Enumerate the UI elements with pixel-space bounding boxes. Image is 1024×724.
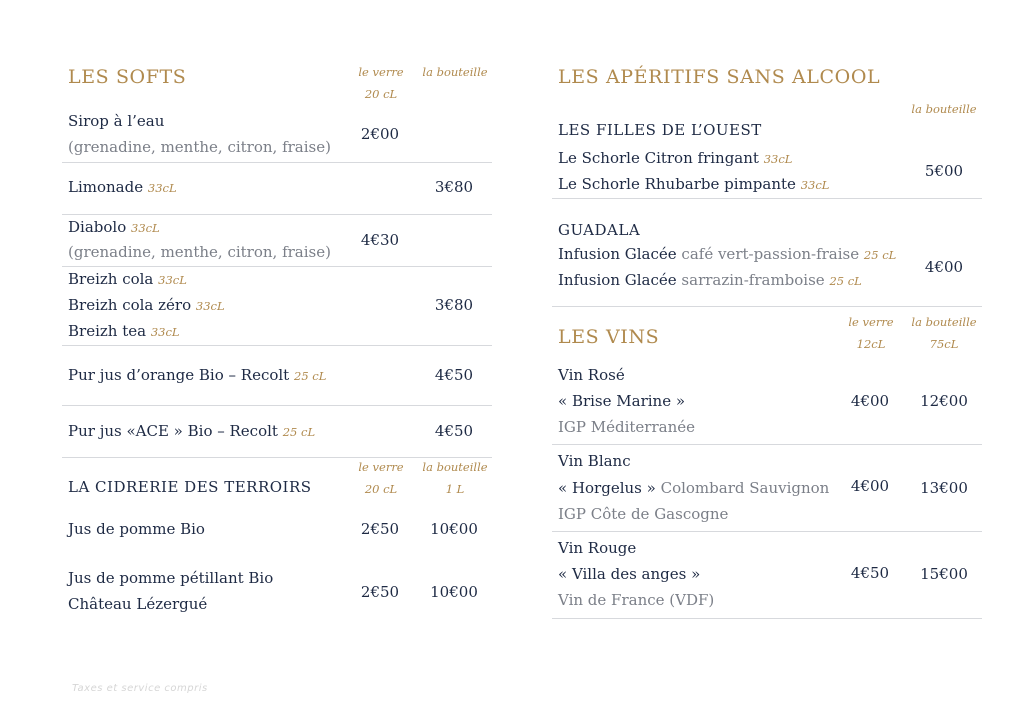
jus-pomme-price-verre: 2€50 — [360, 520, 400, 538]
cidrerie-title: LA CIDRERIE DES TERROIRS — [68, 478, 312, 496]
vin-rouge-origin: Vin de France (VDF) — [558, 591, 715, 609]
vin-rouge-type: Vin Rouge — [558, 539, 637, 557]
divider — [62, 405, 492, 406]
diabolo-detail: (grenadine, menthe, citron, fraise) — [68, 243, 331, 261]
diabolo-volume: 33cL — [131, 221, 160, 235]
divider — [62, 266, 492, 267]
schorle-citron-row — [558, 149, 792, 167]
vin-rouge-name: « Villa des anges » — [558, 565, 701, 583]
cidrerie-col-verre — [350, 456, 412, 500]
jus-orange-name: Pur jus d’orange Bio – Recolt — [68, 366, 290, 384]
vins-col-bouteille — [906, 311, 982, 355]
vin-rouge-price-bouteille: 15€00 — [920, 565, 968, 583]
schorle-rhubarbe-name: Le Schorle Rhubarbe pimpante — [558, 175, 796, 193]
limonade-name: Limonade — [68, 178, 144, 196]
jus-ace-row — [68, 422, 315, 440]
vins-col-bouteille-label: la bouteille — [911, 315, 977, 329]
vins-col-bouteille-unit: 75cL — [929, 337, 959, 351]
divider — [62, 162, 492, 163]
jus-pomme-name: Jus de pomme Bio — [68, 520, 205, 538]
infusion-1-name: Infusion Glacée — [558, 245, 677, 263]
divider — [552, 531, 982, 532]
infusion-1-volume: 25 cL — [863, 248, 897, 262]
schorle-rhubarbe-row — [558, 175, 829, 193]
vin-rose-price-verre: 4€00 — [850, 392, 890, 410]
jus-pomme-price-bouteille: 10€00 — [430, 520, 478, 538]
jus-orange-row — [68, 366, 326, 384]
vin-blanc-name: « Horgelus » — [558, 479, 656, 497]
breizh-tea-volume: 33cL — [150, 325, 180, 339]
schorle-citron-name: Le Schorle Citron fringant — [558, 149, 759, 167]
schorle-rhubarbe-volume: 33cL — [800, 178, 830, 192]
divider — [552, 618, 982, 619]
jus-ace-name: Pur jus «ACE » Bio – Recolt — [68, 422, 278, 440]
breizh-tea-row — [68, 322, 180, 340]
limonade-price-bouteille: 3€80 — [434, 178, 474, 196]
guadala-brand: GUADALA — [558, 221, 641, 239]
vin-rose-name: « Brise Marine » — [558, 392, 686, 410]
jus-pomme-petillant-name: Jus de pomme pétillant Bio — [68, 569, 274, 587]
sirop-name: Sirop à l’eau — [68, 112, 165, 130]
jus-pomme-petillant-price-bouteille: 10€00 — [430, 583, 478, 601]
softs-col-verre — [350, 61, 412, 105]
breizh-price-bouteille: 3€80 — [434, 296, 474, 314]
jus-orange-volume: 25 cL — [294, 369, 327, 383]
infusion-2-detail: sarrazin-framboise — [681, 271, 825, 289]
vin-blanc-grape: Colombard Sauvignon — [660, 479, 830, 497]
jus-ace-price-bouteille: 4€50 — [434, 422, 474, 440]
cidrerie-col-verre-label: le verre — [358, 460, 404, 474]
jus-pomme-petillant-producer: Château Lézergué — [68, 595, 208, 613]
softs-col-verre-unit: 20 cL — [364, 87, 398, 101]
diabolo-name: Diabolo — [68, 218, 127, 236]
divider — [62, 345, 492, 346]
vins-col-verre — [840, 311, 902, 355]
filles-ouest-brand: LES FILLES DE L’OUEST — [558, 121, 762, 139]
infusion-1-detail: café vert-passion-fraise — [681, 245, 860, 263]
sirop-price-verre: 2€00 — [360, 125, 400, 143]
softs-col-bouteille — [418, 61, 492, 83]
infusion-2-volume: 25 cL — [829, 274, 862, 288]
softs-title: LES SOFTS — [68, 66, 187, 88]
schorle-citron-volume: 33cL — [763, 152, 793, 166]
vin-blanc-price-bouteille: 13€00 — [920, 479, 968, 497]
infusion-2-row — [558, 271, 862, 289]
breizh-cola-zero-name: Breizh cola zéro — [68, 296, 192, 314]
sirop-detail: (grenadine, menthe, citron, fraise) — [68, 138, 331, 156]
vins-col-verre-label: le verre — [848, 315, 894, 329]
breizh-cola-row — [68, 270, 187, 288]
aperitifs-col-bouteille: la bouteille — [911, 102, 977, 116]
vins-col-verre-unit: 12cL — [856, 337, 886, 351]
vin-blanc-price-verre: 4€00 — [850, 477, 890, 495]
breizh-cola-volume: 33cL — [158, 273, 187, 287]
jus-orange-price-bouteille: 4€50 — [434, 366, 474, 384]
cidrerie-col-bouteille — [418, 456, 492, 500]
vin-rose-price-bouteille: 12€00 — [920, 392, 968, 410]
infusion-1-row — [558, 245, 896, 263]
cidrerie-col-bouteille-unit: 1 L — [445, 482, 465, 496]
vin-blanc-type: Vin Blanc — [558, 452, 631, 470]
jus-ace-volume: 25 cL — [282, 425, 316, 439]
vins-title: LES VINS — [558, 326, 660, 348]
diabolo-price-verre: 4€30 — [360, 231, 400, 249]
vin-rose-type: Vin Rosé — [558, 366, 625, 384]
diabolo-row — [68, 218, 160, 236]
vin-blanc-row — [558, 479, 829, 497]
breizh-cola-zero-volume: 33cL — [195, 299, 225, 313]
divider — [62, 214, 492, 215]
limonade-volume: 33cL — [147, 181, 177, 195]
jus-pomme-petillant-price-verre: 2€50 — [360, 583, 400, 601]
breizh-tea-name: Breizh tea — [68, 322, 147, 340]
breizh-cola-zero-row — [68, 296, 225, 314]
vin-rose-origin: IGP Méditerranée — [558, 418, 696, 436]
divider — [552, 444, 982, 445]
guadala-price: 4€00 — [924, 258, 964, 276]
infusion-2-name: Infusion Glacée — [558, 271, 677, 289]
vin-blanc-origin: IGP Côte de Gascogne — [558, 505, 729, 523]
divider — [552, 198, 982, 199]
divider — [552, 306, 982, 307]
aperitifs-title: LES APÉRITIFS SANS ALCOOL — [558, 66, 881, 88]
softs-col-bouteille-label: la bouteille — [422, 65, 488, 79]
limonade-row — [68, 178, 177, 196]
filles-ouest-price: 5€00 — [924, 162, 964, 180]
softs-col-verre-label: le verre — [358, 65, 404, 79]
footer-note: Taxes et service compris — [72, 683, 208, 694]
cidrerie-col-bouteille-label: la bouteille — [422, 460, 488, 474]
vin-rouge-price-verre: 4€50 — [850, 564, 890, 582]
breizh-cola-name: Breizh cola — [68, 270, 154, 288]
cidrerie-col-verre-unit: 20 cL — [364, 482, 398, 496]
